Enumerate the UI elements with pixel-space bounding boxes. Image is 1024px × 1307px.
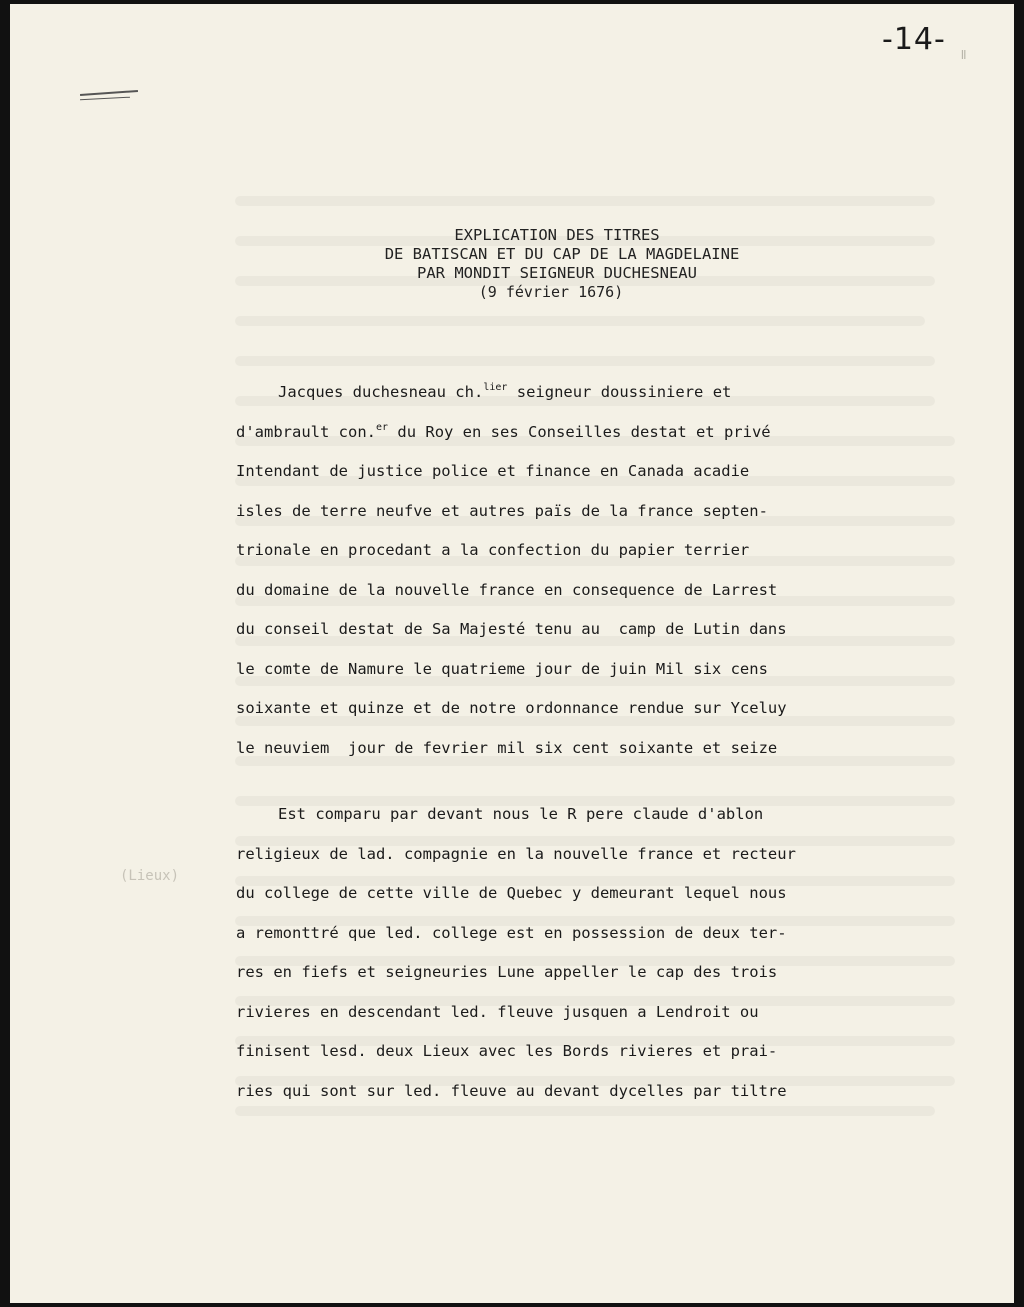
superscript: lier [483,382,508,393]
text-line: du domaine de la nouvelle france en consequence de Larrest [236,580,778,599]
document-page [10,4,1014,1303]
page-number: -14- [882,22,946,57]
text-span: Jacques duchesneau ch. [278,383,484,401]
heading-line-1: EXPLICATION DES TITRES [454,226,660,244]
superscript: er [375,421,389,433]
text-line: du college de cette ville de Quebec y demeurant lequel nous [236,884,787,902]
pen-mark [80,90,138,96]
document-heading [10,226,1014,302]
text-line: Intendant de justice police et finance en Canada acadie [236,462,750,480]
text-line: trionale en procedant a la confection du papier terrier [236,541,750,559]
document-body [236,382,956,1120]
corner-mark: ǁ [960,48,968,62]
text-line [236,382,956,422]
text-line: du conseil destat de Sa Majesté tenu au camp de Lutin dans [236,620,787,638]
heading-date: (9 février 1676) [478,283,624,301]
text-line: rivieres en descendant led. fleuve jusquen a Lendroit ou [236,1002,759,1021]
text-span: d'ambrault con. [236,422,376,441]
text-line [236,422,956,462]
paragraph-gap [236,777,956,804]
text-line: a remonttré que led. college est en possession de deux ter- [236,923,787,942]
text-line: Est comparu par devant nous le R pere claude d'ablon [278,805,764,823]
text-line: religieux de lad. compagnie en la nouvelle france et recteur [236,844,796,863]
text-line: soixante et quinze et de notre ordonnance rendue sur Yceluy [236,699,787,717]
text-line: isles de terre neufve et autres païs de la france septen- [236,501,768,520]
text-span: du Roy en ses Conseilles destat et privé [388,422,771,441]
text-line: res en fiefs et seigneuries Lune appeller le cap des trois [236,963,778,981]
text-line: finisent lesd. deux Lieux avec les Bords rivieres et prai- [236,1042,778,1060]
text-span: seigneur doussiniere et [507,383,732,401]
margin-note: (Lieux) [120,868,180,884]
text-line: ries qui sont sur led. fleuve au devant dycelles par tiltre [236,1081,787,1100]
pen-mark [80,97,130,101]
text-line: le neuviem jour de fevrier mil six cent soixante et seize [236,738,778,757]
text-line: le comte de Namure le quatrieme jour de juin Mil six cens [236,659,768,678]
heading-line-2: DE BATISCAN ET DU CAP DE LA MAGDELAINE [384,245,740,263]
heading-line-3: PAR MONDIT SEIGNEUR DUCHESNEAU [417,264,697,282]
